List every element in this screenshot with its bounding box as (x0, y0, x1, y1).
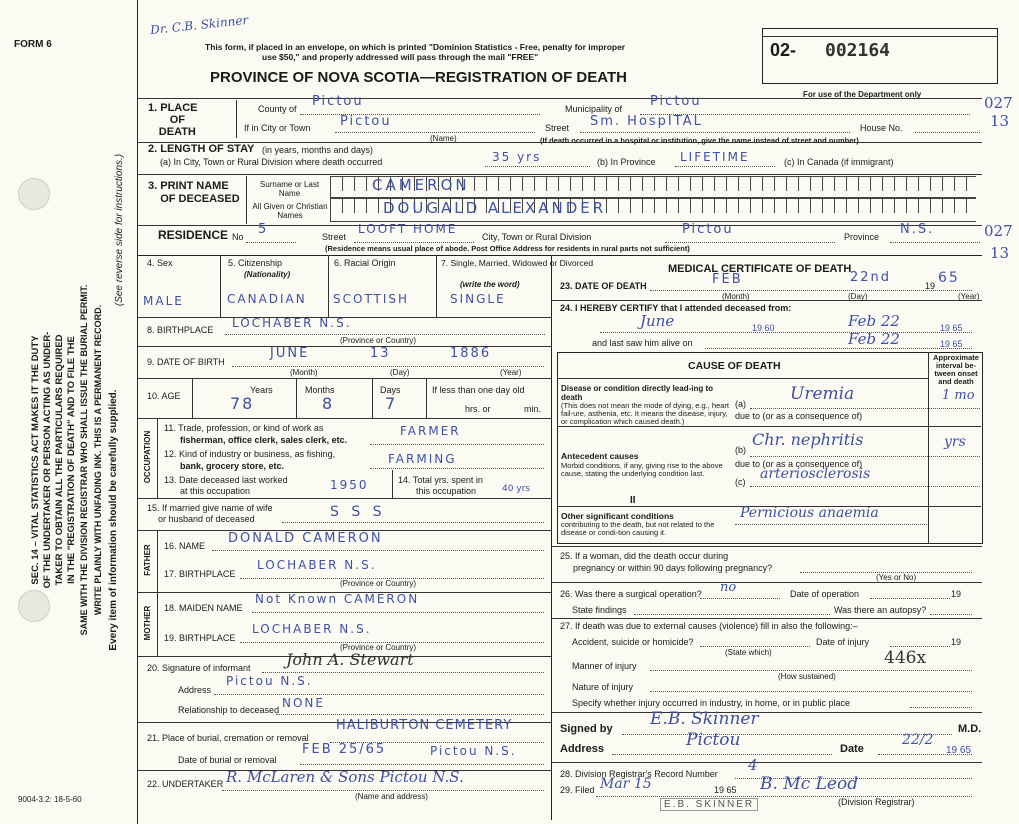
margin-code-2: 13 (990, 112, 1010, 130)
letter-cell (895, 199, 907, 213)
age-months: 8 (322, 394, 335, 413)
stay-c-label: (c) In Canada (if immigrant) (784, 157, 894, 167)
name-label: 3. PRINT NAME OF DECEASED (148, 180, 240, 205)
accident-label: Accident, suicide or homicide? (572, 637, 694, 647)
letter-cell (931, 177, 943, 191)
letter-cell (559, 177, 571, 191)
sidebar-line-1: SEC. 14 – VITAL STATISTICS ACT MAKES IT THE DUTY (30, 335, 41, 585)
dob-day: 13 (370, 346, 391, 361)
letter-cell (571, 177, 583, 191)
letter-cell (799, 199, 811, 213)
letter-cell (739, 199, 751, 213)
q15-sub: or husband of deceased (158, 514, 255, 524)
letter-cell (367, 199, 379, 213)
med-address-value: Pictou (686, 730, 741, 750)
q28-value: 4 (748, 756, 758, 774)
letter-cell (667, 177, 679, 191)
q16-value: DONALD CAMERON (228, 531, 383, 546)
dob-year: 1886 (450, 346, 492, 361)
q13-label: 13. Date deceased last worked (164, 475, 288, 485)
form-title: PROVINCE OF NOVA SCOTIA—REGISTRATION OF DEATH (210, 69, 627, 86)
cause-b-label: (b) (735, 445, 746, 455)
cause-a-value: Uremia (790, 384, 855, 404)
letter-cell (679, 199, 691, 213)
q19-label: 19. BIRTHPLACE (164, 633, 236, 643)
county-value: Pictou (312, 94, 364, 109)
stay-a-value: 35 yrs (492, 150, 542, 164)
letter-cell (859, 199, 871, 213)
last-saw-label: and last saw him alive on (592, 338, 693, 348)
father-side-label: FATHER (143, 544, 152, 576)
dob-month: JUNE (270, 346, 310, 361)
q24-label: 24. I HEREBY CERTIFY that I attended deceased from: (560, 303, 792, 313)
stay-b-value: LIFETIME (680, 150, 750, 164)
q24-from-year: 19 60 (752, 323, 775, 333)
q11-sub: fisherman, office clerk, sales clerk, etc. (180, 435, 348, 445)
letter-cell (607, 177, 619, 191)
q20-label: 20. Signature of informant (147, 663, 251, 673)
letter-cell (871, 177, 883, 191)
citizenship-sub: (Nationality) (244, 270, 291, 279)
med-date-value: 22/2 (902, 732, 934, 748)
sex-label: 4. Sex (147, 258, 173, 268)
q18-label: 18. MAIDEN NAME (164, 603, 243, 613)
autopsy-label: Was there an autopsy? (834, 605, 927, 615)
letter-cell (835, 177, 847, 191)
dob-year-caption: (Year) (500, 368, 522, 377)
antecedent-label: Antecedent causes (561, 451, 639, 461)
state-which-caption: (State which) (725, 648, 772, 657)
q13-value: 1950 (330, 478, 369, 492)
punch-hole (18, 178, 50, 210)
q23-day-caption: (Day) (848, 292, 868, 301)
residence-no: 5 (258, 222, 269, 237)
q24-to-year: 19 65 (940, 323, 963, 333)
q23-year-prefix: 19 (925, 281, 936, 291)
operation-year-prefix: 19 (951, 589, 962, 599)
residence-province-label: Province (844, 232, 880, 242)
q29-year: 19 65 (714, 785, 737, 795)
letter-cell (907, 199, 919, 213)
letter-cell (943, 177, 955, 191)
birthplace-caption: (Province or Country) (340, 336, 417, 345)
hrs-label: hrs. or (465, 404, 491, 414)
street-label: Street (545, 123, 570, 133)
letter-cell (703, 177, 715, 191)
letter-cell (883, 177, 895, 191)
letter-cell (643, 199, 655, 213)
sidebar-line-6: WRITE PLAINLY WITH UNFADING INK. THIS IS A PERMANENT RECORD. (93, 304, 103, 616)
q27-label: 27. If death was due to external causes (violence) fill in also the following:– (560, 621, 858, 631)
antecedent-note: Morbid conditions, if any, giving rise to the above cause, stating the underlying condition last. (561, 461, 723, 478)
q19-value: LOCHABER N.S. (252, 622, 372, 636)
medical-title: MEDICAL CERTIFICATE OF DEATH (668, 263, 852, 275)
q13-sub: at this occupation (180, 486, 251, 496)
city-label: If in City or Town (244, 123, 311, 133)
q14-sub: this occupation (416, 486, 477, 496)
place-label: 1. PLACE OF DEATH (148, 102, 198, 138)
letter-cell (691, 177, 703, 191)
letter-cell (895, 177, 907, 191)
cause-title: CAUSE OF DEATH (688, 360, 781, 372)
letter-cell (775, 177, 787, 191)
letter-cell (763, 177, 775, 191)
last-saw-year: 19 65 (940, 339, 963, 349)
dob-day-caption: (Day) (390, 368, 410, 377)
q14-label: 14. Total yrs. spent in (398, 475, 483, 485)
hospital-note: (If death occurred in a hospital or institution, give the name instead of street and number) (540, 136, 859, 145)
q17-label: 17. BIRTHPLACE (164, 569, 236, 579)
letter-cell (859, 177, 871, 191)
letter-cell (355, 177, 367, 191)
sidebar-line-2: OF THE UNDERTAKER OR PERSON ACTING AS UNDER- (42, 331, 53, 589)
street-value: Sm. HospITAL (590, 114, 703, 129)
sidebar-line-8: (See reverse side for instructions.) (114, 153, 125, 307)
letter-cell (487, 177, 499, 191)
citizenship-label: 5. Citizenship (228, 258, 283, 268)
q21-label: 21. Place of burial, cremation or removal (147, 733, 309, 743)
other-label: Other significant conditions (561, 511, 674, 521)
stay-qualifier: (in years, months and days) (262, 145, 374, 155)
letter-cell (619, 199, 631, 213)
letter-cell (763, 199, 775, 213)
q17-value: LOCHABER N.S. (257, 558, 377, 572)
registrar-stamp: E.B. SKINNER (660, 798, 758, 811)
letter-cell (787, 199, 799, 213)
dob-label: 9. DATE OF BIRTH (147, 357, 225, 367)
due-to-1: due to (or as a consequence of) (735, 411, 863, 421)
city-value: Pictou (340, 114, 392, 129)
med-date-year: 19 65 (946, 745, 972, 756)
division-registrar-caption: (Division Registrar) (838, 797, 915, 807)
letter-cell (619, 177, 631, 191)
letter-cell (871, 199, 883, 213)
given-value: DOUGALD ALEXANDER (383, 199, 607, 217)
residence-province: N.S. (900, 222, 935, 237)
surname-value: CAMERON (372, 176, 470, 194)
department-use: For use of the Department only (803, 90, 922, 99)
q24-from: June (640, 312, 675, 330)
date-operation-label: Date of operation (790, 589, 860, 599)
letter-cell (931, 199, 943, 213)
sex-value: MALE (143, 294, 184, 308)
letter-cell (655, 177, 667, 191)
q11-value: FARMER (400, 424, 461, 438)
letter-cell (811, 199, 823, 213)
margin-code-1: 027 (984, 94, 1013, 112)
other-note: contributing to the death, but not related to the disease or condi-tion causing it. (561, 520, 715, 537)
state-findings-label: State findings (572, 605, 627, 615)
birthplace-label: 8. BIRTHPLACE (147, 325, 214, 335)
envelope-notice-1: This form, if placed in an envelope, on which is printed "Dominion Statistics - Free, penalty for improper (205, 42, 626, 52)
letter-cell (331, 177, 343, 191)
address-label: Address (178, 685, 212, 695)
signed-value: E.B. Skinner (650, 709, 759, 729)
other-value: Pernicious anaemia (740, 505, 879, 521)
margin-code-4: 13 (990, 244, 1010, 262)
marital-sub: (write the word) (460, 280, 520, 289)
house-label: House No. (860, 123, 903, 133)
cause-a-interval: 1 mo (942, 388, 975, 403)
municipality-label: Municipality of (565, 104, 623, 114)
q23-day: 22nd (850, 270, 892, 285)
q22-value: R. McLaren & Sons Pictou N.S. (226, 768, 464, 786)
letter-cell (787, 177, 799, 191)
letter-cell (643, 177, 655, 191)
letter-cell (631, 199, 643, 213)
letter-cell (631, 177, 643, 191)
roman-two: II (630, 495, 636, 506)
racial-value: SCOTTISH (333, 292, 410, 306)
letter-cell (343, 177, 355, 191)
letter-cell (691, 199, 703, 213)
stay-a-label: (a) In City, Town or Rural Division where death occurred (160, 157, 383, 167)
q12-label: 12. Kind of industry or business, as fishing, (164, 449, 336, 459)
sidebar-line-4: IN THE "REGISTRATION OF DEATH" AND TO FILE THE (66, 336, 77, 584)
q26-value: no (720, 580, 737, 595)
q29-label: 29. Filed (560, 785, 595, 795)
q12-value: FARMING (388, 452, 457, 466)
q23-month-caption: (Month) (722, 292, 750, 301)
undertaker-caption: (Name and address) (355, 792, 428, 801)
letter-cell (715, 199, 727, 213)
cause-b-value: Chr. nephritis (752, 430, 864, 449)
form-number: FORM 6 (14, 39, 52, 50)
letter-cell (823, 177, 835, 191)
burial-place: Pictou N.S. (430, 744, 517, 758)
letter-cell (955, 177, 967, 191)
letter-cell (343, 199, 355, 213)
q25-label: 25. If a woman, did the death occur during (560, 551, 729, 561)
letter-cell (775, 199, 787, 213)
q23-label: 23. DATE OF DEATH (560, 281, 647, 291)
interval-label: Approximate interval be-tween onset and death (933, 353, 979, 386)
injury-year-prefix: 19 (951, 637, 962, 647)
cause-b-interval: yrs (944, 434, 966, 450)
disease-note: (This does not mean the mode of dying, e.g., heart fail-ure, asthenia, etc. It means the disease, injury, or complication which caused death.) (561, 401, 730, 426)
letter-cell (751, 199, 763, 213)
sidebar-line-7: Every item of information should be carefully supplied. (108, 389, 119, 651)
residence-city-label: City, Town or Rural Division (482, 232, 592, 242)
how-sustained-caption: (How sustained) (778, 672, 836, 681)
marital-value: SINGLE (450, 292, 506, 306)
county-label: County of (258, 104, 297, 114)
letter-cell (499, 177, 511, 191)
days-label: Days (380, 385, 401, 395)
signed-label: Signed by (560, 723, 613, 735)
margin-code-3: 027 (984, 222, 1013, 240)
years-label: Years (250, 385, 273, 395)
letter-cell (475, 177, 487, 191)
letter-cell (727, 177, 739, 191)
letter-cell (667, 199, 679, 213)
q22-label: 22. UNDERTAKER (147, 779, 224, 789)
citizenship-value: CANADIAN (227, 292, 307, 306)
letter-cell (511, 177, 523, 191)
letter-cell (955, 199, 967, 213)
given-label: All Given or Christian Names (252, 202, 328, 220)
q28-label: 28. Division Registrar's Record Number (560, 769, 718, 779)
sidebar-line-5: SAME WITH THE DIVISION REGISTRAR WHO SHALL ISSUE THE BURIAL PERMIT. (79, 284, 89, 636)
med-address-label: Address (560, 743, 605, 755)
due-to-2: due to (or as a consequence of) (735, 459, 863, 469)
relationship-label: Relationship to deceased (178, 705, 280, 715)
md-label: M.D. (958, 723, 982, 735)
burial-date: FEB 25/65 (302, 742, 387, 757)
q25-sub: pregnancy or within 90 days following pregnancy? (573, 563, 773, 573)
specify-label: Specify whether injury occurred in industry, in home, or in public place (572, 698, 850, 708)
q11-label: 11. Trade, profession, or kind of work as (164, 423, 324, 433)
marital-label: 7. Single, Married, Widowed or Divorced (441, 258, 594, 268)
stay-label: 2. LENGTH OF STAY (148, 143, 255, 155)
letter-cell (355, 199, 367, 213)
cause-c-value: arteriosclerosis (760, 466, 871, 482)
residence-street: LOOFT HOME (358, 222, 458, 236)
occupation-side-label: OCCUPATION (143, 430, 152, 484)
last-saw-value: Feb 22 (848, 330, 900, 348)
letter-cell (847, 199, 859, 213)
lessday-label: If less than one day old (432, 385, 525, 395)
q23-year: 65 (938, 270, 960, 286)
residence-note: (Residence means usual place of abode. Post Office Address for residents in rural parts not sufficient) (325, 244, 690, 253)
residence-street-label: Street (322, 232, 347, 242)
q29-value: Mar 15 (600, 776, 652, 792)
registration-prefix: 02- (770, 40, 797, 60)
q19-caption: (Province or Country) (340, 643, 417, 652)
q26-label: 26. Was there a surgical operation? (560, 589, 702, 599)
age-years: 78 (230, 394, 255, 413)
q15-label: 15. If married give name of wife (147, 503, 273, 513)
letter-cell (331, 199, 343, 213)
letter-cell (679, 177, 691, 191)
q15-value: S S S (330, 504, 386, 520)
letter-cell (607, 199, 619, 213)
letter-cell (751, 177, 763, 191)
manner-code: 446x (884, 648, 927, 668)
envelope-notice-2: use $50," and properly addressed will pass through the mail "FREE" (262, 52, 539, 62)
registration-number: 002164 (825, 40, 891, 61)
address-value: Pictou N.S. (226, 674, 313, 688)
disease-label: Disease or condition directly lead-ing to death (561, 384, 714, 402)
mother-side-label: MOTHER (143, 605, 152, 641)
date-injury-label: Date of injury (816, 637, 870, 647)
letter-cell (535, 177, 547, 191)
letter-cell (823, 199, 835, 213)
surname-label: Surname or Last Name (259, 180, 320, 198)
letter-cell (655, 199, 667, 213)
q14-value: 40 yrs (502, 484, 531, 494)
min-label: min. (524, 404, 542, 414)
letter-cell (883, 199, 895, 213)
dob-month-caption: (Month) (290, 368, 318, 377)
q24-to: Feb 22 (848, 312, 900, 330)
q23-year-caption: (Year) (958, 292, 980, 301)
residence-no-label: No (232, 232, 244, 242)
q23-month: FEB (712, 272, 743, 287)
med-date-label: Date (840, 743, 864, 755)
letter-cell (595, 177, 607, 191)
stay-b-label: (b) In Province (597, 157, 656, 167)
sidebar-line-3: TAKER TO OBTAIN ALL THE PARTICULARS REQUIRED (54, 334, 65, 586)
letter-cell (703, 199, 715, 213)
birthplace-value: LOCHABER N.S. (232, 316, 352, 330)
q20-value: John A. Stewart (286, 650, 414, 669)
letter-cell (523, 177, 535, 191)
letter-cell (799, 177, 811, 191)
letter-cell (547, 177, 559, 191)
letter-cell (715, 177, 727, 191)
q21-value: HALIBURTON CEMETERY (336, 718, 513, 733)
q12-sub: bank, grocery store, etc. (180, 461, 285, 471)
letter-cell (583, 177, 595, 191)
letter-cell (847, 177, 859, 191)
months-label: Months (305, 385, 335, 395)
racial-label: 6. Racial Origin (334, 258, 396, 268)
residence-label: RESIDENCE (158, 228, 229, 242)
manner-label: Manner of injury (572, 661, 637, 671)
cause-a-label: (a) (735, 399, 746, 409)
q16-label: 16. NAME (164, 541, 206, 551)
letter-cell (727, 199, 739, 213)
top-annotation: Dr. C.B. Skinner (149, 12, 249, 38)
letter-cell (919, 199, 931, 213)
cause-c-label: (c) (735, 477, 746, 487)
q17-caption: (Province or Country) (340, 579, 417, 588)
burial-date-label: Date of burial or removal (178, 755, 277, 765)
relationship-value: NONE (282, 696, 325, 710)
letter-cell (811, 177, 823, 191)
name-caption: (Name) (430, 134, 457, 143)
letter-cell (739, 177, 751, 191)
letter-cell (919, 177, 931, 191)
municipality-value: Pictou (650, 94, 702, 109)
letter-cell (907, 177, 919, 191)
registrar-signature: B. Mc Leod (760, 774, 859, 794)
print-code: 9004-3.2: 18-5-60 (18, 795, 82, 804)
letter-cell (943, 199, 955, 213)
yes-no-caption: (Yes or No) (876, 573, 917, 582)
residence-city: Pictou (682, 222, 734, 237)
q18-value: Not Known CAMERON (255, 592, 420, 606)
age-days: 7 (385, 394, 398, 413)
letter-cell (835, 199, 847, 213)
nature-label: Nature of injury (572, 682, 634, 692)
age-label: 10. AGE (147, 391, 181, 401)
